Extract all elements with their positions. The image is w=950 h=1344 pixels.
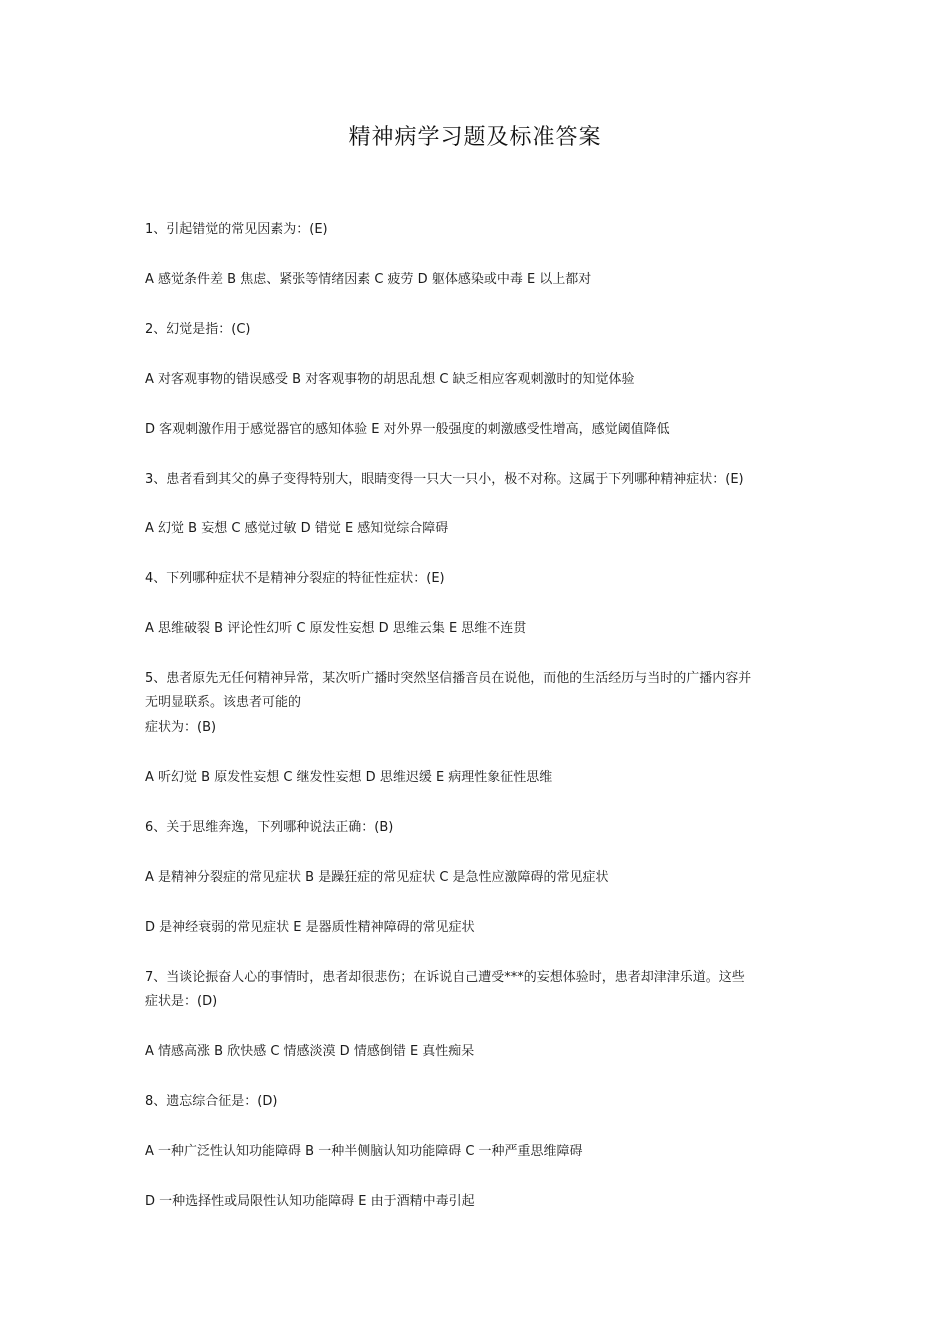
question-8: 8、遗忘综合征是：(D) (145, 1094, 278, 1109)
question-4-options: A 思维破裂 B 评论性幻听 C 原发性妄想 D 思维云集 E 思维不连贯 (145, 621, 527, 636)
question-2: 2、幻觉是指：(C) (145, 322, 251, 337)
question-2-options-line-2: D 客观刺激作用于感觉器官的感知体验 E 对外界一般强度的刺激感受性增高，感觉阈值降低 (145, 422, 670, 437)
question-3-options: A 幻觉 B 妄想 C 感觉过敏 D 错觉 E 感知觉综合障碍 (145, 521, 449, 536)
question-5-line-1: 5、患者原先无任何精神异常，某次听广播时突然坚信播音员在说他，而他的生活经历与当时的广播内容并 (145, 671, 752, 686)
question-5-line-2: 无明显联系。该患者可能的 (145, 695, 302, 710)
question-7-options: A 情感高涨 B 欣快感 C 情感淡漠 D 情感倒错 E 真性痴呆 (145, 1044, 475, 1059)
question-5-line-3: 症状为：(B) (145, 720, 217, 735)
question-4: 4、下列哪种症状不是精神分裂症的特征性症状：(E) (145, 571, 445, 586)
question-2-options-line-1: A 对客观事物的错误感受 B 对客观事物的胡思乱想 C 缺乏相应客观刺激时的知觉体验 (145, 372, 635, 387)
question-7-line-1: 7、当谈论振奋人心的事情时，患者却很悲伤；在诉说自己遭受***的妄想体验时，患者却津津乐道。这些 (145, 970, 745, 985)
question-1-options: A 感觉条件差 B 焦虑、紧张等情绪因素 C 疲劳 D 躯体感染或中毒 E 以上都对 (145, 272, 592, 287)
question-8-options-line-1: A 一种广泛性认知功能障碍 B 一种半侧脑认知功能障碍 C 一种严重思维障碍 (145, 1144, 583, 1159)
page-title: 精神病学习题及标准答案 (348, 125, 602, 150)
question-5-options: A 听幻觉 B 原发性妄想 C 继发性妄想 D 思维迟缓 E 病理性象征性思维 (145, 770, 553, 785)
question-6-options-line-2: D 是神经衰弱的常见症状 E 是器质性精神障碍的常见症状 (145, 920, 475, 935)
question-6: 6、关于思维奔逸，下列哪种说法正确：(B) (145, 820, 394, 835)
question-3: 3、患者看到其父的鼻子变得特别大，眼睛变得一只大一只小，极不对称。这属于下列哪种精神症状：(E) (145, 472, 744, 487)
question-7-line-2: 症状是：(D) (145, 994, 218, 1009)
question-6-options-line-1: A 是精神分裂症的常见症状 B 是躁狂症的常见症状 C 是急性应激障碍的常见症状 (145, 870, 609, 885)
question-1: 1、引起错觉的常见因素为：(E) (145, 222, 328, 237)
question-8-options-line-2: D 一种选择性或局限性认知功能障碍 E 由于酒精中毒引起 (145, 1194, 475, 1209)
